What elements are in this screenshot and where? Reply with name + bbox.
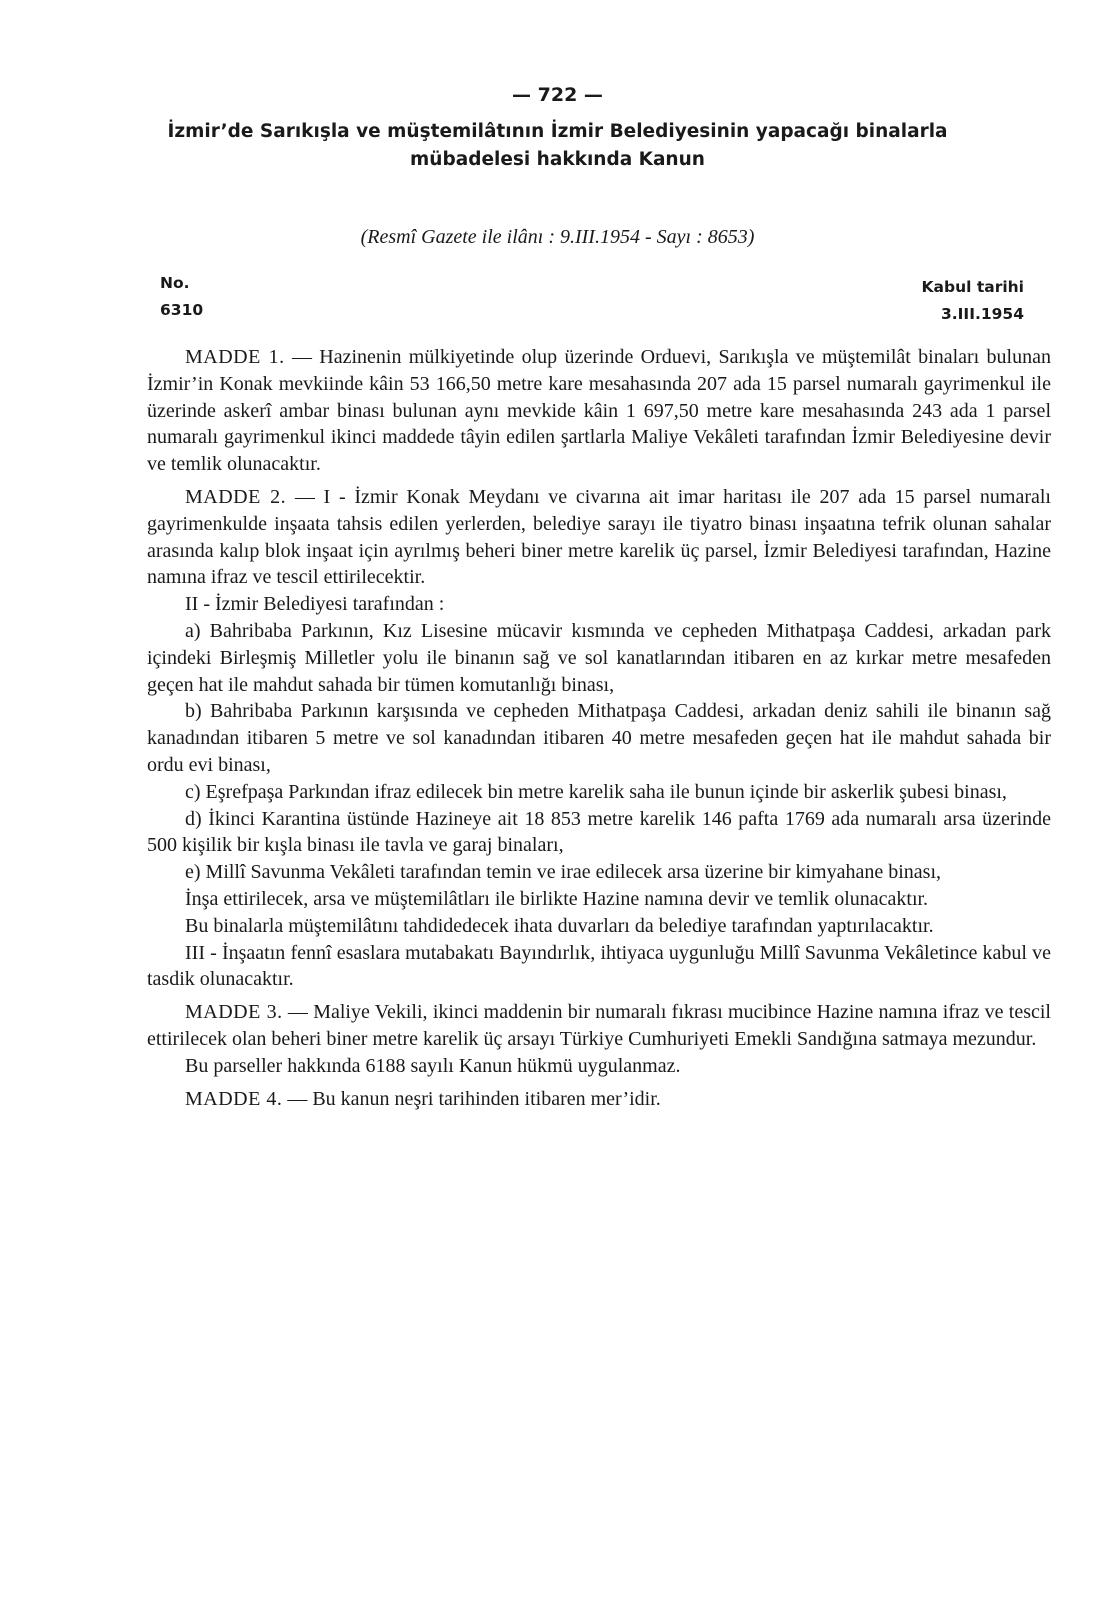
law-body [147, 344, 1051, 1112]
article-4-label: MADDE 4. [185, 1087, 283, 1110]
law-title-line-2: mübadelesi hakkında Kanun [410, 149, 705, 170]
acceptance-date-value: 3.III.1954 [940, 305, 1024, 323]
article-2-label: MADDE 2. [185, 485, 287, 508]
article-2-text: — I - İzmir Konak Meydanı ve civarına ait imar haritası ile 207 ada 15 parsel numaralı gayrimenkulde inşaata tahsis edilen yerlerden, belediye sarayı ile tiyatro binası inşaatına tefrik olunan sahalar arasında kalıp blok inşaat için ayrılmış beheri biner metre karelik üç parsel, İzmir Belediyesi tarafından, Hazine namına ifraz ve tescil ettirilecektir. [147, 485, 1051, 589]
article-2 [147, 484, 1051, 591]
article-2-section-ii-intro: II - İzmir Belediyesi tarafından : [185, 593, 445, 616]
article-4-text: — Bu kanun neşri tarihinden itibaren mer’idir. [282, 1087, 661, 1110]
article-1-text: — Hazinenin mülkiyetinde olup üzerinde Orduevi, Sarıkışla ve müştemilât binaları bulunan İzmir’in Konak mevkiinde kâin 53 166,50 metre kare mesahasında 207 ada 15 parsel numaralı gayrimenkul ile üzerinde askerî ambar binası bulunan aynı mevkide kâin 1 697,50 metre kare mesahasında 243 ada 1 parsel numaralı gayrimenkul ikinci maddede tâyin edilen şartlarla Maliye Vekâleti tarafından İzmir Belediyesine devir ve temlik olunacaktır. [147, 346, 1051, 476]
law-number-block [160, 270, 203, 324]
article-2-item-b: b) Bahribaba Parkının karşısında ve cepheden Mithatpaşa Caddesi, arkadan deniz sahili ile binanın sağ kanadından itibaren 5 metre ve sol kanadından itibaren 40 metre mesafeden geçen hat ile mahdut sahada bir ordu evi binası, [147, 700, 1051, 776]
article-2-item-a: a) Bahribaba Parkının, Kız Lisesine mücavir kısmında ve cepheden Mithatpaşa Caddesi, arkadan park içindeki Birleşmiş Milletler yolu ile binanın sağ ve sol kanatlarından itibaren en az kırkar metre mesafeden geçen hat ile mahdut sahada bir tümen komutanlığı binası, [147, 619, 1051, 696]
article-1-label: MADDE 1. [185, 346, 285, 368]
article-2-item-e: e) Millî Savunma Vekâleti tarafından temin ve irae edilecek arsa üzerine bir kimyahane binası, [185, 861, 942, 884]
law-number-value: 6310 [160, 301, 204, 319]
acceptance-date-label: Kabul tarihi [921, 278, 1024, 296]
page-number: — 722 — [512, 84, 603, 106]
acceptance-date-block [922, 274, 1024, 328]
article-3-label: MADDE 3. [185, 1001, 283, 1024]
article-2-insa-paragraph: İnşa ettirilecek, arsa ve müştemilâtları ile birlikte Hazine namına devir ve temlik olunacaktır. [185, 887, 929, 910]
article-2-item-d: d) İkinci Karantina üstünde Hazineye ait 18 853 metre karelik 146 pafta 1769 ada numaralı arsa üzerinde 500 kişilik bir kışla binası ile tavla ve garaj binaları, [147, 807, 1051, 857]
law-number-label: No. [160, 274, 190, 292]
article-2-item-c: c) Eşrefpaşa Parkından ifraz edilecek bin metre karelik saha ile bunun içinde bir askerlik şubesi binası, [185, 780, 1007, 803]
article-1 [147, 344, 1051, 478]
article-4 [147, 1086, 1051, 1113]
law-title-line-1: İzmir’de Sarıkışla ve müştemilâtının İzmir Belediyesinin yapacağı binalarla [167, 121, 948, 142]
article-3-text: — Maliye Vekili, ikinci maddenin bir numaralı fıkrası mucibince Hazine namına ifraz ve tescil ettirilecek olan beheri biner metre karelik üç arsayı Türkiye Cumhuriyeti Emekli Sandığına satmaya mezundur. [147, 1001, 1051, 1050]
gazette-reference: (Resmî Gazete ile ilânı : 9.III.1954 - Sayı : 8653) [360, 226, 755, 248]
law-title [130, 118, 985, 174]
article-2-section-iii: III - İnşaatın fennî esaslara mutabakatı Bayındırlık, ihtiyaca uygunluğu Millî Savunma Vekâletince kabul ve tasdik olunacaktır. [147, 941, 1051, 991]
article-3-second-paragraph: Bu parseller hakkında 6188 sayılı Kanun hükmü uygulanmaz. [185, 1054, 681, 1077]
article-3 [147, 999, 1051, 1053]
article-2-walls-paragraph: Bu binalarla müştemilâtını tahdidedecek ihata duvarları da belediye tarafından yaptırılacaktır. [185, 914, 934, 937]
